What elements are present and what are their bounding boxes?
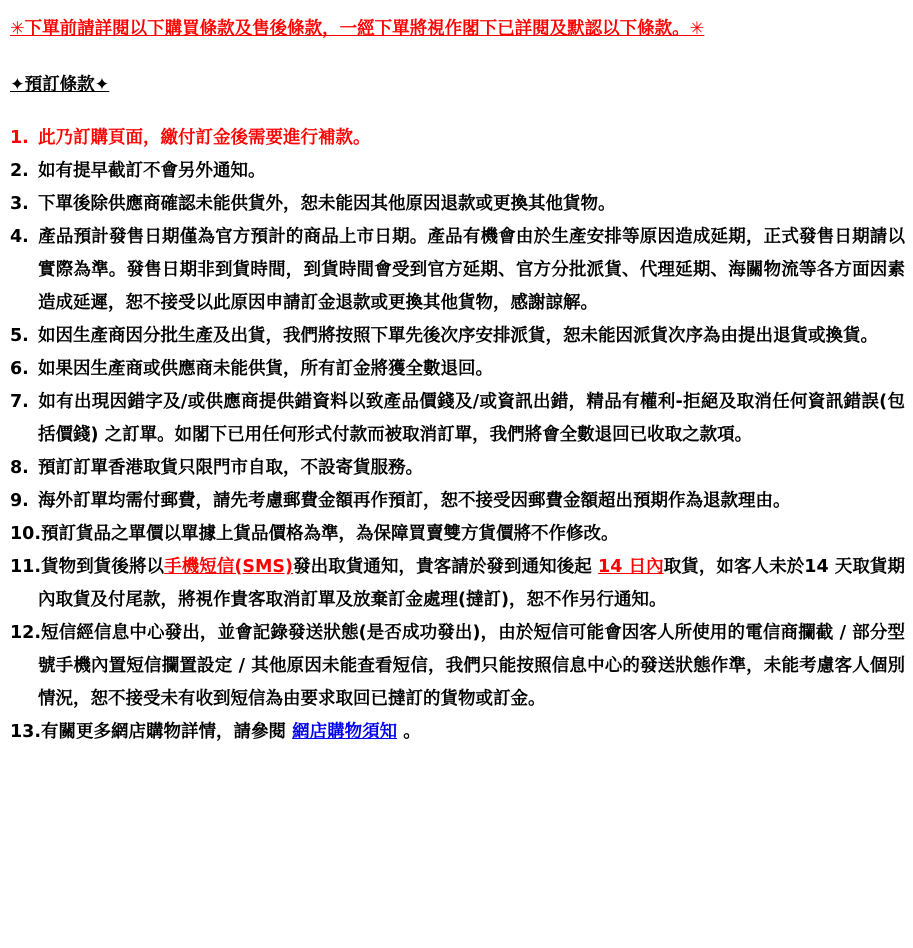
term-text	[38, 458, 423, 478]
term-segment: 預訂貨品之單價以單據上貨品價格為準，為保障買賣雙方貨價將不作修改。	[41, 524, 619, 544]
term-number: 5.	[10, 326, 29, 346]
term-item-5	[10, 320, 905, 353]
term-segment: 產品預計發售日期僅為官方預計的商品上市日期。產品有機會由於生產安排等原因造成延期，正式發售日期請以實際為準。發售日期非到貨時間，到貨時間會受到官方延期、官方分批派貨、代理延期、海關物流等各方面因素造成延遲，恕不接受以此原因申請訂金退款或更換其他貨物，感謝諒解。	[38, 227, 905, 313]
term-segment: 如因生產商因分批生產及出貨，我們將按照下單先後次序安排派貨，恕未能因派貨次序為由提出退貨或換貨。	[38, 326, 878, 346]
term-number: 12.	[10, 623, 42, 643]
term-text	[38, 161, 266, 181]
term-text	[38, 359, 493, 379]
term-segment: 如有出現因錯字及/或供應商提供錯資料以致產品價錢及/或資訊出錯，精品有權利-拒絕及取消任何資訊錯誤(包括價錢) 之訂單。如閣下已用任何形式付款而被取消訂單，我們將會全數退回已收取之款項。	[38, 392, 905, 445]
term-segment: 海外訂單均需付郵費，請先考慮郵費金額再作預訂，恕不接受因郵費金額超出預期作為退款理由。	[38, 491, 791, 511]
term-segment: 預訂訂單香港取貨只限門市自取，不設寄貨服務。	[38, 458, 423, 478]
term-number: 3.	[10, 194, 29, 214]
term-number: 11.	[10, 557, 42, 577]
term-item-1	[10, 122, 905, 155]
term-item-9	[10, 485, 905, 518]
term-text	[38, 227, 905, 313]
term-number: 10.	[10, 524, 42, 544]
term-segment: 貨物到貨後將以	[41, 557, 165, 577]
terms-list	[10, 122, 905, 749]
term-item-3	[10, 188, 905, 221]
term-segment: 短信經信息中心發出，並會記錄發送狀態(是否成功發出)，由於短信可能會因客人所使用的電信商攔截 / 部分型號手機內置短信攔置設定 / 其他原因未能查看短信，我們只能按照信息中心的發送狀態作準，未能考慮客人個別情況，恕不接受未有收到短信為由要求取回已撻訂的貨物或訂金。	[38, 623, 905, 709]
shop-guide-link[interactable]: 網店購物須知	[292, 722, 398, 742]
term-item-13	[10, 716, 905, 749]
term-text	[38, 128, 371, 148]
term-number: 9.	[10, 491, 29, 511]
term-item-6	[10, 353, 905, 386]
term-item-4	[10, 221, 905, 320]
term-segment: 如果因生產商或供應商未能供貨，所有訂金將獲全數退回。	[38, 359, 493, 379]
section-heading-preorder-terms: ✦預訂條款✦	[10, 75, 110, 95]
term-segment: 如有提早截訂不會另外通知。	[38, 161, 266, 181]
highlighted-red-text: 手機短信(SMS)	[164, 557, 294, 577]
term-segment: 此乃訂購頁面，繳付訂金後需要進行補款。	[38, 128, 371, 148]
page-title: ✳下單前請詳閱以下購買條款及售後條款，一經下單將視作閣下已詳閱及默認以下條款。✳	[10, 19, 705, 39]
term-text	[38, 326, 878, 346]
term-segment: 下單後除供應商確認未能供貨外，恕未能因其他原因退款或更換其他貨物。	[38, 194, 616, 214]
term-item-8	[10, 452, 905, 485]
term-number: 4.	[10, 227, 29, 247]
term-number: 1.	[10, 128, 29, 148]
term-item-2	[10, 155, 905, 188]
term-item-11	[10, 551, 905, 617]
term-text	[38, 194, 616, 214]
term-text	[38, 491, 791, 511]
term-item-10	[10, 518, 905, 551]
term-item-12	[10, 617, 905, 716]
term-segment: 。	[397, 722, 421, 742]
term-item-7	[10, 386, 905, 452]
term-text	[41, 524, 619, 544]
highlighted-red-text: 14 日內	[598, 557, 664, 577]
term-number: 8.	[10, 458, 29, 478]
term-number: 13.	[10, 722, 42, 742]
term-number: 6.	[10, 359, 29, 379]
term-text	[41, 722, 421, 742]
term-segment: 取貨，如客人未於14 天取貨期內取貨及付尾款，將視作貴客取消訂單及放棄訂金處理(撻訂)，恕不作另行通知。	[38, 557, 906, 610]
term-text	[38, 623, 905, 709]
term-segment: 有關更多網店購物詳情，請參閱	[41, 722, 293, 742]
term-text	[38, 557, 905, 610]
term-number: 7.	[10, 392, 29, 412]
term-text	[38, 392, 905, 445]
term-number: 2.	[10, 161, 29, 181]
term-segment: 發出取貨通知，貴客請於發到通知後起	[293, 557, 599, 577]
